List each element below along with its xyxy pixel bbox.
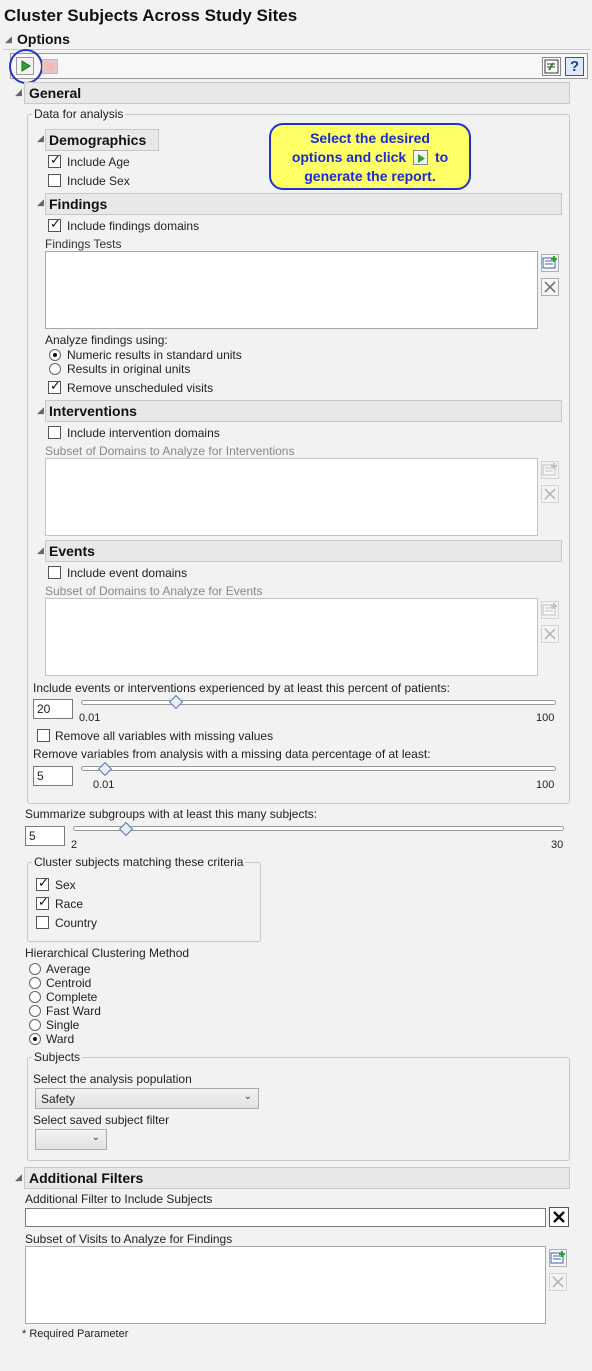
interventions-header: Interventions <box>45 400 562 422</box>
clustering-method-label: Hierarchical Clustering Method <box>25 946 190 960</box>
remove-unscheduled-label: Remove unscheduled visits <box>67 381 214 395</box>
findings-tests-list[interactable] <box>45 251 538 329</box>
include-interventions-checkbox[interactable] <box>48 426 61 439</box>
include-events-label: Include event domains <box>67 566 188 580</box>
visits-subset-list[interactable] <box>25 1246 546 1324</box>
stop-icon <box>43 60 57 73</box>
percent-slider-track[interactable] <box>81 700 556 705</box>
subjects-title: Subjects <box>34 1050 81 1064</box>
remove-intervention-button[interactable] <box>541 485 559 503</box>
missing-pct-min: 0.01 <box>93 779 115 791</box>
add-findings-test-button[interactable] <box>541 254 559 272</box>
include-findings-checkbox[interactable] <box>48 219 61 232</box>
highlight-circle <box>9 49 43 84</box>
include-events-checkbox[interactable] <box>48 566 61 579</box>
callout-line-3: generate the report. <box>304 168 436 184</box>
method-average-label: Average <box>46 962 91 976</box>
method-ward-radio[interactable] <box>29 1033 41 1045</box>
callout-text: options and click <box>291 149 407 165</box>
collapse-triangle-icon[interactable]: ◢ <box>15 87 22 97</box>
missing-pct-max: 100 <box>536 779 555 791</box>
criteria-race-checkbox[interactable] <box>36 897 49 910</box>
method-centroid-radio[interactable] <box>29 977 41 989</box>
general-header: General <box>24 82 570 104</box>
method-complete-label: Complete <box>46 990 98 1004</box>
summarize-slider-thumb[interactable] <box>119 822 133 836</box>
summarize-max: 30 <box>551 839 564 851</box>
clear-filter-button[interactable] <box>549 1207 569 1227</box>
help-button[interactable] <box>565 57 584 76</box>
include-sex-checkbox[interactable] <box>48 174 61 187</box>
options-section <box>3 30 591 50</box>
standard-units-radio[interactable] <box>49 349 61 361</box>
saved-filter-select[interactable] <box>35 1129 107 1150</box>
include-sex-label: Include Sex <box>67 174 130 188</box>
close-icon <box>542 486 558 502</box>
missing-pct-label: Remove variables from analysis with a missing data percentage of at least: <box>33 747 431 761</box>
population-label: Select the analysis population <box>33 1072 192 1086</box>
help-icon: ? <box>570 58 580 75</box>
collapse-triangle-icon[interactable]: ◢ <box>37 545 44 555</box>
add-list-icon <box>542 255 558 271</box>
percent-max: 100 <box>536 712 555 724</box>
add-visit-button[interactable] <box>549 1249 567 1267</box>
include-age-checkbox[interactable] <box>48 155 61 168</box>
events-subset-list[interactable] <box>45 598 538 676</box>
remove-missing-label: Remove all variables with missing values <box>55 729 274 743</box>
method-average-radio[interactable] <box>29 963 41 975</box>
close-icon <box>542 279 558 295</box>
saved-filter-label: Select saved subject filter <box>33 1113 170 1127</box>
callout-line-1: Select the desired <box>310 130 430 146</box>
remove-event-button[interactable] <box>541 625 559 643</box>
options-header: Options <box>17 31 70 47</box>
missing-pct-input[interactable]: 5 <box>33 766 73 786</box>
add-intervention-button[interactable] <box>541 461 559 479</box>
stop-button[interactable] <box>42 59 58 74</box>
remove-visit-button[interactable] <box>549 1273 567 1291</box>
additional-filters-header: Additional Filters <box>24 1167 570 1189</box>
summarize-label: Summarize subgroups with at least this many subjects: <box>25 807 318 821</box>
percent-min: 0.01 <box>79 712 101 724</box>
remove-unscheduled-checkbox[interactable] <box>48 381 61 394</box>
add-event-button[interactable] <box>541 601 559 619</box>
add-list-icon <box>542 602 558 618</box>
add-list-icon <box>550 1250 566 1266</box>
criteria-title: Cluster subjects matching these criteria <box>34 855 244 869</box>
collapse-triangle-icon[interactable]: ◢ <box>15 1172 22 1182</box>
summarize-slider-track[interactable] <box>73 826 564 831</box>
visits-subset-label: Subset of Visits to Analyze for Findings <box>25 1232 233 1246</box>
method-fast-ward-radio[interactable] <box>29 1005 41 1017</box>
method-single-radio[interactable] <box>29 1019 41 1031</box>
include-filter-label: Additional Filter to Include Subjects <box>25 1192 213 1206</box>
data-for-analysis-title: Data for analysis <box>34 107 124 121</box>
population-select[interactable] <box>35 1088 259 1109</box>
add-list-icon <box>542 462 558 478</box>
include-age-label: Include Age <box>67 155 130 169</box>
toolbar <box>10 53 588 79</box>
chevron-down-icon: ⌄ <box>91 1132 100 1143</box>
callout-text: to <box>434 149 449 165</box>
collapse-triangle-icon[interactable]: ◢ <box>37 405 44 415</box>
method-ward-label: Ward <box>46 1032 75 1046</box>
script-button[interactable] <box>542 57 561 76</box>
standard-units-label: Numeric results in standard units <box>67 348 242 362</box>
method-fast-ward-label: Fast Ward <box>46 1004 101 1018</box>
play-icon <box>413 150 428 165</box>
remove-missing-checkbox[interactable] <box>37 729 50 742</box>
findings-header: Findings <box>45 193 562 215</box>
events-header: Events <box>45 540 562 562</box>
criteria-sex-checkbox[interactable] <box>36 878 49 891</box>
include-filter-input[interactable] <box>25 1208 546 1227</box>
callout-line-2 <box>271 148 469 167</box>
chevron-down-icon: ⌄ <box>243 1091 252 1102</box>
close-icon <box>550 1208 568 1226</box>
analyze-findings-label: Analyze findings using: <box>45 333 168 347</box>
population-value: Safety <box>41 1092 76 1106</box>
close-icon <box>550 1274 566 1290</box>
summarize-input[interactable]: 5 <box>25 826 65 846</box>
collapse-triangle-icon[interactable]: ◢ <box>37 197 44 207</box>
remove-findings-test-button[interactable] <box>541 278 559 296</box>
demographics-header: Demographics <box>45 129 159 151</box>
interventions-subset-label: Subset of Domains to Analyze for Interventions <box>45 444 295 458</box>
include-findings-label: Include findings domains <box>67 219 200 233</box>
percent-label: Include events or interventions experienced by at least this percent of patients: <box>33 681 450 695</box>
criteria-country-label: Country <box>55 916 98 930</box>
interventions-subset-list[interactable] <box>45 458 538 536</box>
required-note: * Required Parameter <box>22 1328 129 1340</box>
close-icon <box>542 626 558 642</box>
collapse-triangle-icon[interactable]: ◢ <box>5 34 12 44</box>
criteria-sex-label: Sex <box>55 878 76 892</box>
include-interventions-label: Include intervention domains <box>67 426 220 440</box>
method-single-label: Single <box>46 1018 80 1032</box>
criteria-country-checkbox[interactable] <box>36 916 49 929</box>
criteria-race-label: Race <box>55 897 84 911</box>
summarize-min: 2 <box>71 839 78 851</box>
findings-tests-label: Findings Tests <box>45 237 122 251</box>
events-subset-label: Subset of Domains to Analyze for Events <box>45 584 263 598</box>
percent-input[interactable]: 20 <box>33 699 73 719</box>
original-units-radio[interactable] <box>49 363 61 375</box>
method-complete-radio[interactable] <box>29 991 41 1003</box>
original-units-label: Results in original units <box>67 362 191 376</box>
missing-pct-slider-track[interactable] <box>81 766 556 771</box>
method-centroid-label: Centroid <box>46 976 92 990</box>
instruction-callout <box>269 123 471 190</box>
script-icon <box>543 58 560 75</box>
collapse-triangle-icon[interactable]: ◢ <box>37 133 44 143</box>
page-title: Cluster Subjects Across Study Sites <box>4 6 298 25</box>
